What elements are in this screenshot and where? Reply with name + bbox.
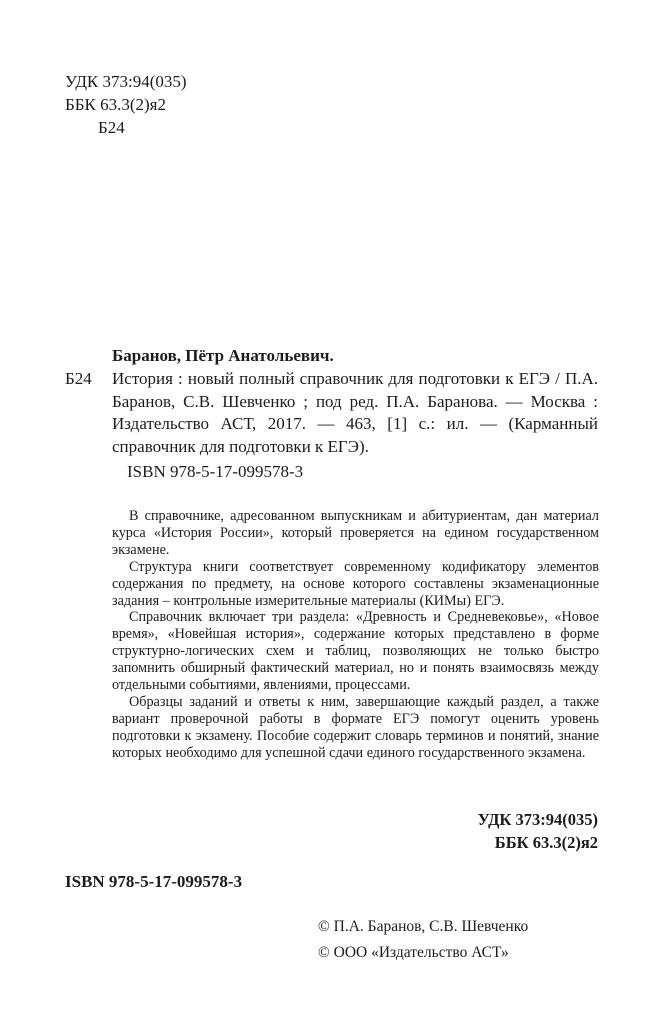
copyright-block bbox=[318, 914, 528, 966]
udk-code-bottom: УДК 373:94(035) bbox=[477, 810, 598, 829]
annotation-block bbox=[112, 508, 599, 762]
bbk-code-top: ББК 63.3(2)я2 bbox=[65, 95, 167, 114]
catalog-card-block bbox=[65, 344, 598, 483]
bbk-code-bottom: ББК 63.3(2)я2 bbox=[494, 832, 598, 852]
annotation-paragraph: Справочник включает три раздела: «Древность и Средневековье», «Новое время», «Новейшая история», содержание которых представлено в форме структурно-логических схем и таблиц, позволяющих не только быстро запомнить обширный фактический материал, но и понять взаимосвязь между отдельными событиями, явлениями, процессами. bbox=[112, 609, 599, 694]
author-sign-margin: Б24 bbox=[65, 369, 92, 388]
author-sign-top: Б24 bbox=[98, 118, 125, 137]
udk-code-top: УДК 373:94(035) bbox=[65, 72, 187, 91]
bottom-codes-block bbox=[65, 809, 598, 854]
copyright-authors: © П.А. Баранов, С.В. Шевченко bbox=[318, 918, 529, 935]
isbn-bottom: ISBN 978-5-17-099578-3 bbox=[65, 872, 243, 891]
copyright-publisher: © ООО «Издательство АСТ» bbox=[318, 944, 509, 961]
catalog-entry-text: История : новый полный справочник для подготовки к ЕГЭ / П.А. Баранов, С.В. Шевченко ; под ред. П.А. Баранова. — Москва : Издательство АСТ, 2017. — 463, [1] с.: ил. — (Карманный справочник для подготовки к ЕГЭ). bbox=[112, 369, 598, 456]
catalog-entry-row bbox=[65, 368, 598, 458]
annotation-paragraph: В справочнике, адресованном выпускникам и абитуриентам, дан материал курса «История России», который проверяется на едином государственном экзамене. bbox=[112, 508, 599, 558]
annotation-paragraph: Образцы заданий и ответы к ним, завершающие каждый раздел, а также вариант проверочной работы в формате ЕГЭ помогут оценить уровень подготовки к экзамену. Пособие содержит словарь терминов и понятий, знание которых необходимо для успешной сдачи единого государственного экзамена. bbox=[112, 693, 599, 761]
catalog-isbn: ISBN 978-5-17-099578-3 bbox=[127, 462, 304, 481]
annotation-paragraph: Структура книги соответствует современному кодификатору элементов содержания по предмету, на основе которого составлены экзаменационные задания – контрольные измерительные материалы (КИМы) ЕГЭ. bbox=[112, 558, 599, 609]
top-codes-block bbox=[65, 70, 187, 139]
catalog-author-heading: Баранов, Пётр Анатольевич. bbox=[112, 346, 334, 365]
